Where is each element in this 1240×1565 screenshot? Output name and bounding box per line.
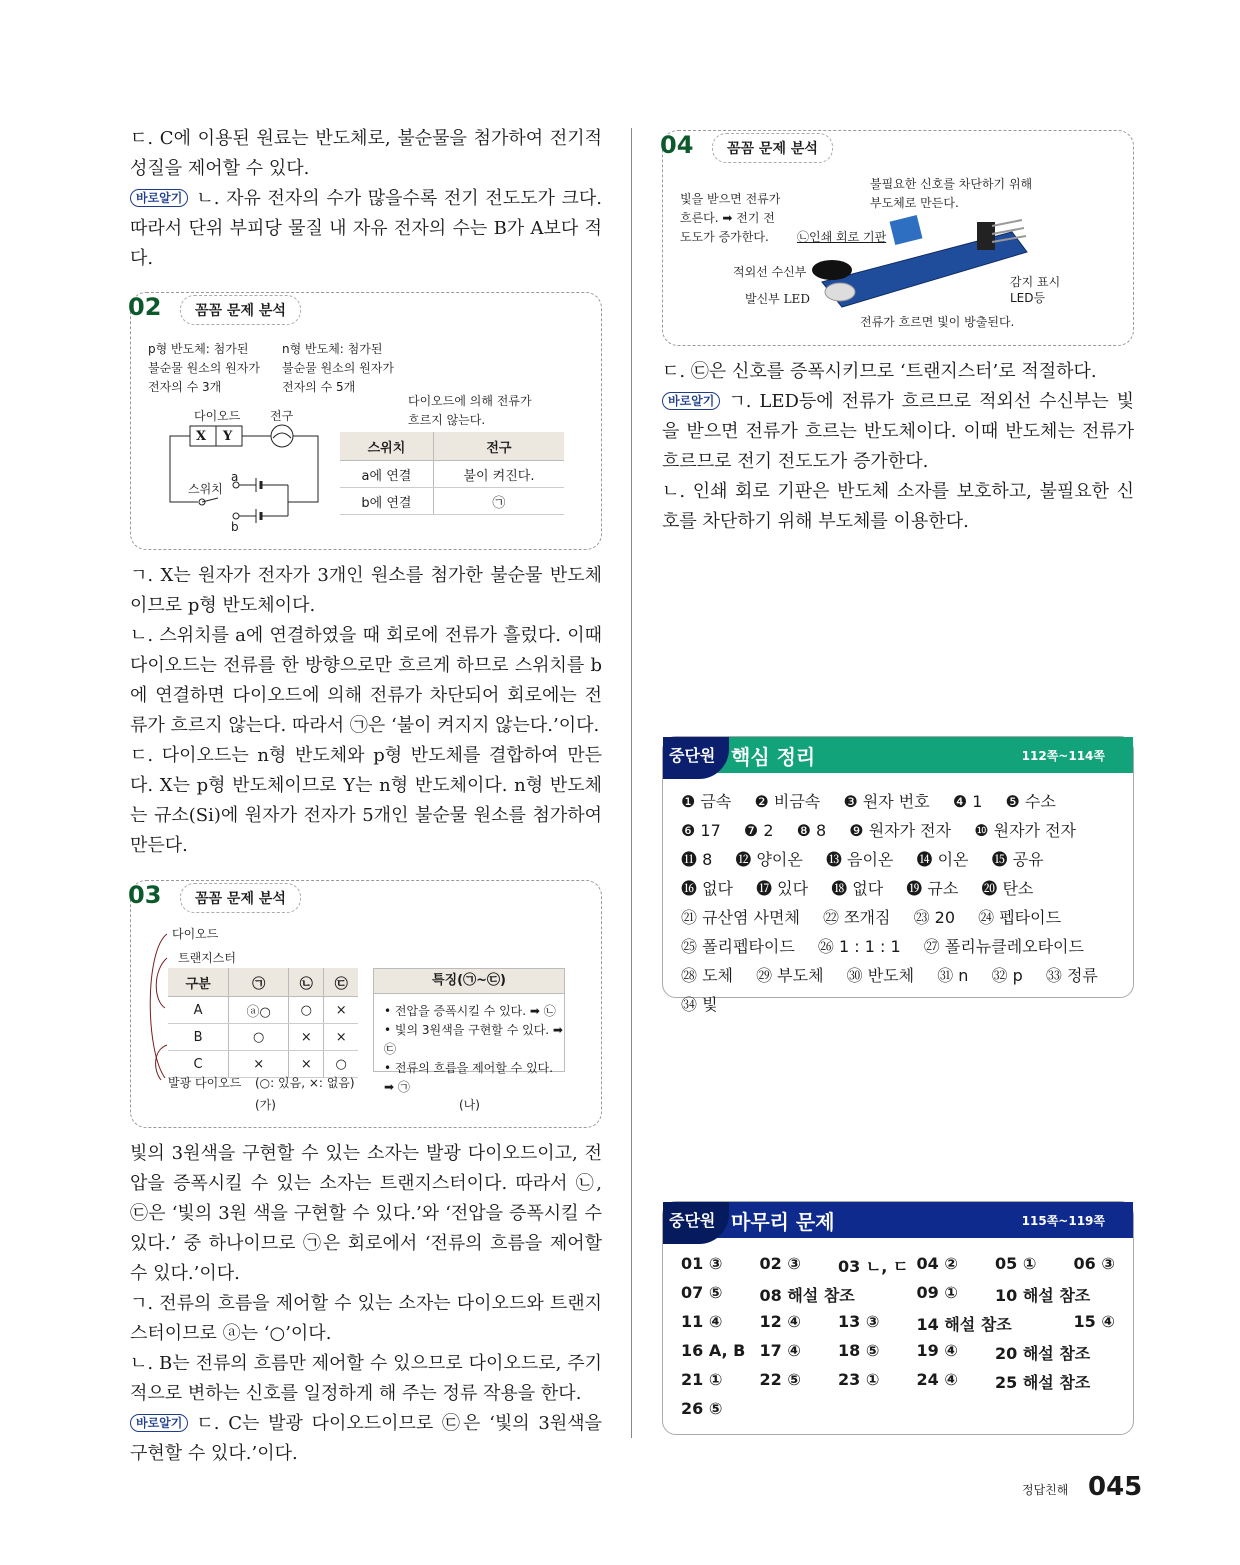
summary-item: ㉛ n xyxy=(937,966,969,985)
led-label: 발광 다이오드 xyxy=(168,1076,242,1090)
answer-item: 02 ③ xyxy=(759,1254,801,1273)
answer-item: 08 해설 참조 xyxy=(759,1286,855,1305)
paragraph: 빛의 3원색을 구현할 수 있는 소자는 발광 다이오드이고, 전압을 증폭시킬 수 있는 소자는 트랜지스터이다. 따라서 ㉡, ㉢은 ‘빛의 3원 색을 구현할 수 있다.’와 ‘전압을 증폭시킬 수 있다.’ 중 하나이므로 ㉠은 회로에서 ‘전류의 흐름을 제어할 수 있다.’이다. xyxy=(130,1143,602,1284)
correction-badge: 바로알기 xyxy=(130,189,188,207)
summary-item: ㉚ 반도체 xyxy=(846,966,915,985)
circuit-diagram xyxy=(160,420,330,535)
summary-item: ㉙ 부도체 xyxy=(756,966,824,985)
page-range: 115쪽~119쪽 xyxy=(1021,1214,1105,1228)
answer-item: 14 해설 참조 xyxy=(916,1315,1012,1334)
analysis-tag: 꼼꼼 문제 분석 xyxy=(180,295,301,325)
answer-item: 03 ㄴ, ㄷ xyxy=(838,1257,909,1276)
summary-item: ⓫ 8 xyxy=(681,850,713,869)
answer-item: 11 ④ xyxy=(681,1312,723,1331)
legend: (○: 있음, ×: 없음) xyxy=(255,1076,355,1090)
answer-item: 01 ③ xyxy=(681,1254,723,1273)
summary-item: ❶ 금속 xyxy=(681,792,732,811)
answer-item: 09 ① xyxy=(916,1283,958,1302)
answer-item: 04 ② xyxy=(916,1254,958,1273)
summary-item: ㉖ 1 : 1 : 1 xyxy=(817,937,901,956)
summary-item: ㉓ 20 xyxy=(913,908,956,927)
question-number: 02 xyxy=(128,293,162,321)
caption-na: (나) xyxy=(459,1098,480,1112)
section-title: 마무리 문제 xyxy=(731,1210,835,1234)
features-title: 특징(㉠~㉢) xyxy=(374,969,564,994)
switch-label: 스위치 xyxy=(188,482,223,496)
summary-item: ⓱ 있다 xyxy=(756,879,809,898)
answer-item: 15 ④ xyxy=(1073,1312,1115,1331)
pcb-label: ㉡인쇄 회로 기판 xyxy=(797,230,887,244)
summary-item: ㉕ 폴리펩타이드 xyxy=(681,937,795,956)
page-range: 112쪽~114쪽 xyxy=(1021,749,1105,763)
unit-badge: 중단원 xyxy=(663,1202,729,1244)
summary-item: ❺ 수소 xyxy=(1005,792,1056,811)
features-box xyxy=(373,968,565,1094)
paragraph: ㄷ. 다이오드는 n형 반도체와 p형 반도체를 결합하여 만든다. X는 p형 반도체이므로 Y는 n형 반도체이다. n형 반도체는 규소(Si)에 원자가 전자가 5개인 불순물 원소를 첨가하여 만든다. xyxy=(130,745,602,856)
core-summary-header xyxy=(663,737,1133,773)
summary-item: ⓳ 규소 xyxy=(906,879,959,898)
diode-note: 다이오드에 의해 전류가 흐르지 않는다. xyxy=(408,394,532,427)
summary-item: ⓮ 이온 xyxy=(916,850,969,869)
question-number: 04 xyxy=(660,131,694,159)
answer-item: 26 ⑤ xyxy=(681,1399,723,1418)
q03-explanation xyxy=(130,1139,602,1469)
diode-label: 다이오드 xyxy=(194,409,241,423)
terminal-b: b xyxy=(231,520,239,534)
q04-explanation xyxy=(662,357,1134,537)
switch-table: 스위치 전구 a에 연결 불이 켜진다. b에 연결 ㉠ xyxy=(340,432,564,515)
answer-item: 19 ④ xyxy=(916,1341,958,1360)
feature-item: • 전압을 증폭시킬 수 있다. ➡ ㉡ xyxy=(384,1004,556,1018)
answer-item: 06 ③ xyxy=(1073,1254,1115,1273)
table-row: C × × ○ xyxy=(168,1051,358,1078)
core-summary-items xyxy=(681,787,1121,1019)
feature-item: • 빛의 3원색을 구현할 수 있다. ➡ ㉢ xyxy=(384,1023,563,1056)
x-label: X xyxy=(196,429,207,444)
summary-item: ⓭ 음이온 xyxy=(825,850,894,869)
diode-label: 다이오드 xyxy=(172,927,219,941)
paragraph: ㄷ. C는 발광 다이오드이므로 ㉢은 ‘빛의 3원색을 구현할 수 있다.’이다. xyxy=(130,1413,602,1464)
answer-item: 23 ① xyxy=(838,1370,880,1389)
table-row: A ⓐ○ ○ × xyxy=(168,997,358,1024)
paragraph: ㄴ. 자유 전자의 수가 많을수록 전기 전도도가 크다. 따라서 단위 부피당 물질 내 자유 전자의 수는 B가 A보다 적다. xyxy=(130,188,602,269)
page-number: 045 xyxy=(1088,1472,1143,1502)
summary-item: ❷ 비금속 xyxy=(754,792,821,811)
table-row: b에 연결 ㉠ xyxy=(340,488,564,515)
section-title: 핵심 정리 xyxy=(731,745,816,769)
answer-item: 22 ⑤ xyxy=(759,1370,801,1389)
footer-label: 정답친해 xyxy=(1022,1483,1069,1497)
answer-item: 21 ① xyxy=(681,1370,723,1389)
analysis-tag: 꼼꼼 문제 분석 xyxy=(180,883,301,913)
bulb-label: 전구 xyxy=(270,409,294,423)
answer-item: 16 A, B xyxy=(681,1341,746,1360)
paragraph: ㄴ. 인쇄 회로 기판은 반도체 소자를 보호하고, 불필요한 신호를 차단하기 위해 부도체를 이용한다. xyxy=(662,481,1134,532)
paragraph: ㄱ. 전류의 흐름을 제어할 수 있는 소자는 다이오드와 트랜지스터이므로 ⓐ는 ‘○’이다. xyxy=(130,1293,602,1344)
answer-item: 05 ① xyxy=(995,1254,1037,1273)
answer-item: 17 ④ xyxy=(759,1341,801,1360)
ir-receiver-label: 적외선 수신부 xyxy=(733,265,807,279)
emit-note: 전류가 흐르면 빛이 방출된다. xyxy=(860,315,1015,329)
summary-item: ㉞ 빛 xyxy=(681,995,718,1014)
answer-item: 20 해설 참조 xyxy=(995,1344,1091,1363)
device-table: 구분 ㉠ ㉡ ㉢ A ⓐ○ ○ × B ○ × × C × × ○ xyxy=(168,968,358,1078)
feature-item: • 전류의 흐름을 제어할 수 있다. ➡ ㉠ xyxy=(384,1061,554,1094)
summary-item: ❽ 8 xyxy=(796,821,827,840)
paragraph: ㄱ. X는 원자가 전자가 3개인 원소를 첨가한 불순물 반도체이므로 p형 반도체이다. xyxy=(130,565,602,616)
summary-item: ❻ 17 xyxy=(681,821,721,840)
light-note: 빛을 받으면 전류가 흐른다. ➡ 전기 전 도도가 증가한다. xyxy=(680,192,781,244)
terminal-a: a xyxy=(231,470,239,484)
summary-item: ⓬ 양이온 xyxy=(735,850,803,869)
summary-item: ㉗ 폴리뉴클레오타이드 xyxy=(923,937,1084,956)
summary-item: ㉑ 규산염 사면체 xyxy=(681,908,800,927)
summary-item: ⓰ 없다 xyxy=(681,879,733,898)
transistor-label: 트랜지스터 xyxy=(178,951,236,965)
summary-item: ⓯ 공유 xyxy=(991,850,1044,869)
summary-item: ❾ 원자가 전자 xyxy=(849,821,952,840)
p-type-note: p형 반도체: 첨가된 불순물 원소의 원자가 전자의 수 3개 xyxy=(148,342,260,394)
n-type-note: n형 반도체: 첨가된 불순물 원소의 원자가 전자의 수 5개 xyxy=(282,342,394,394)
summary-item: ⓴ 탄소 xyxy=(981,879,1034,898)
correction-badge: 바로알기 xyxy=(662,392,720,410)
summary-item: ❿ 원자가 전자 xyxy=(974,821,1076,840)
paragraph: ㄷ. ㉢은 신호를 증폭시키므로 ‘트랜지스터’로 적절하다. xyxy=(662,361,1097,382)
y-label: Y xyxy=(223,429,233,444)
unit-badge: 중단원 xyxy=(663,737,729,779)
table-row: B ○ × × xyxy=(168,1024,358,1051)
correction-badge: 바로알기 xyxy=(130,1414,188,1432)
paragraph: ㄴ. B는 전류의 흐름만 제어할 수 있으므로 다이오드로, 주기적으로 변하는 신호를 일정하게 해 주는 정류 작용을 한다. xyxy=(130,1353,602,1404)
left-top-text xyxy=(130,124,602,274)
column-divider xyxy=(631,128,632,1438)
summary-item: ⓲ 없다 xyxy=(831,879,884,898)
final-problems-header xyxy=(663,1202,1133,1238)
answer-item: 12 ④ xyxy=(759,1312,801,1331)
summary-item: ❹ 1 xyxy=(952,792,983,811)
analysis-tag: 꼼꼼 문제 분석 xyxy=(712,133,833,163)
summary-item: ㉔ 펩타이드 xyxy=(978,908,1062,927)
summary-item: ❼ 2 xyxy=(743,821,774,840)
sense-led-label: 감지 표시 LED등 xyxy=(1010,275,1061,305)
question-number: 03 xyxy=(128,881,162,909)
answer-item: 13 ③ xyxy=(838,1312,880,1331)
answer-item: 10 해설 참조 xyxy=(995,1286,1091,1305)
summary-item: ㉒ 쪼개짐 xyxy=(823,908,891,927)
pointer-arrows xyxy=(145,930,167,1080)
answer-item: 07 ⑤ xyxy=(681,1283,723,1302)
emitter-label: 발신부 LED xyxy=(745,292,810,306)
paragraph: ㄷ. C에 이용된 원료는 반도체로, 불순물을 첨가하여 전기적 성질을 제어할 수 있다. xyxy=(130,128,602,179)
q02-explanation xyxy=(130,561,602,861)
caption-ga: (가) xyxy=(255,1098,276,1112)
summary-item: ㉘ 도체 xyxy=(681,966,733,985)
insulator-note: 불필요한 신호를 차단하기 위해 부도체로 만든다. xyxy=(870,177,1033,210)
answer-item: 24 ④ xyxy=(916,1370,958,1389)
final-problems-box xyxy=(662,1201,1134,1435)
summary-item: ㉝ 정류 xyxy=(1045,966,1098,985)
answer-item: 25 해설 참조 xyxy=(995,1373,1091,1392)
paragraph: ㄴ. 스위치를 a에 연결하였을 때 회로에 전류가 흘렀다. 이때 다이오드는 전류를 한 방향으로만 흐르게 하므로 스위치를 b에 연결하면 다이오드에 의해 전류가 차단되어 회로에는 전류가 흐르지 않는다. 따라서 ㉠은 ‘불이 켜지지 않는다.’이다. xyxy=(130,625,602,736)
summary-item: ❸ 원자 번호 xyxy=(843,792,930,811)
answer-item: 18 ⑤ xyxy=(838,1341,880,1360)
table-row: a에 연결 불이 켜진다. xyxy=(340,461,564,488)
paragraph: ㄱ. LED등에 전류가 흐르므로 적외선 수신부는 빛을 받으면 전류가 흐르는 반도체이다. 이때 반도체는 전류가 흐르므로 전기 전도도가 증가한다. xyxy=(662,391,1134,472)
summary-item: ㉜ p xyxy=(991,966,1023,985)
core-summary-box xyxy=(662,736,1134,1014)
